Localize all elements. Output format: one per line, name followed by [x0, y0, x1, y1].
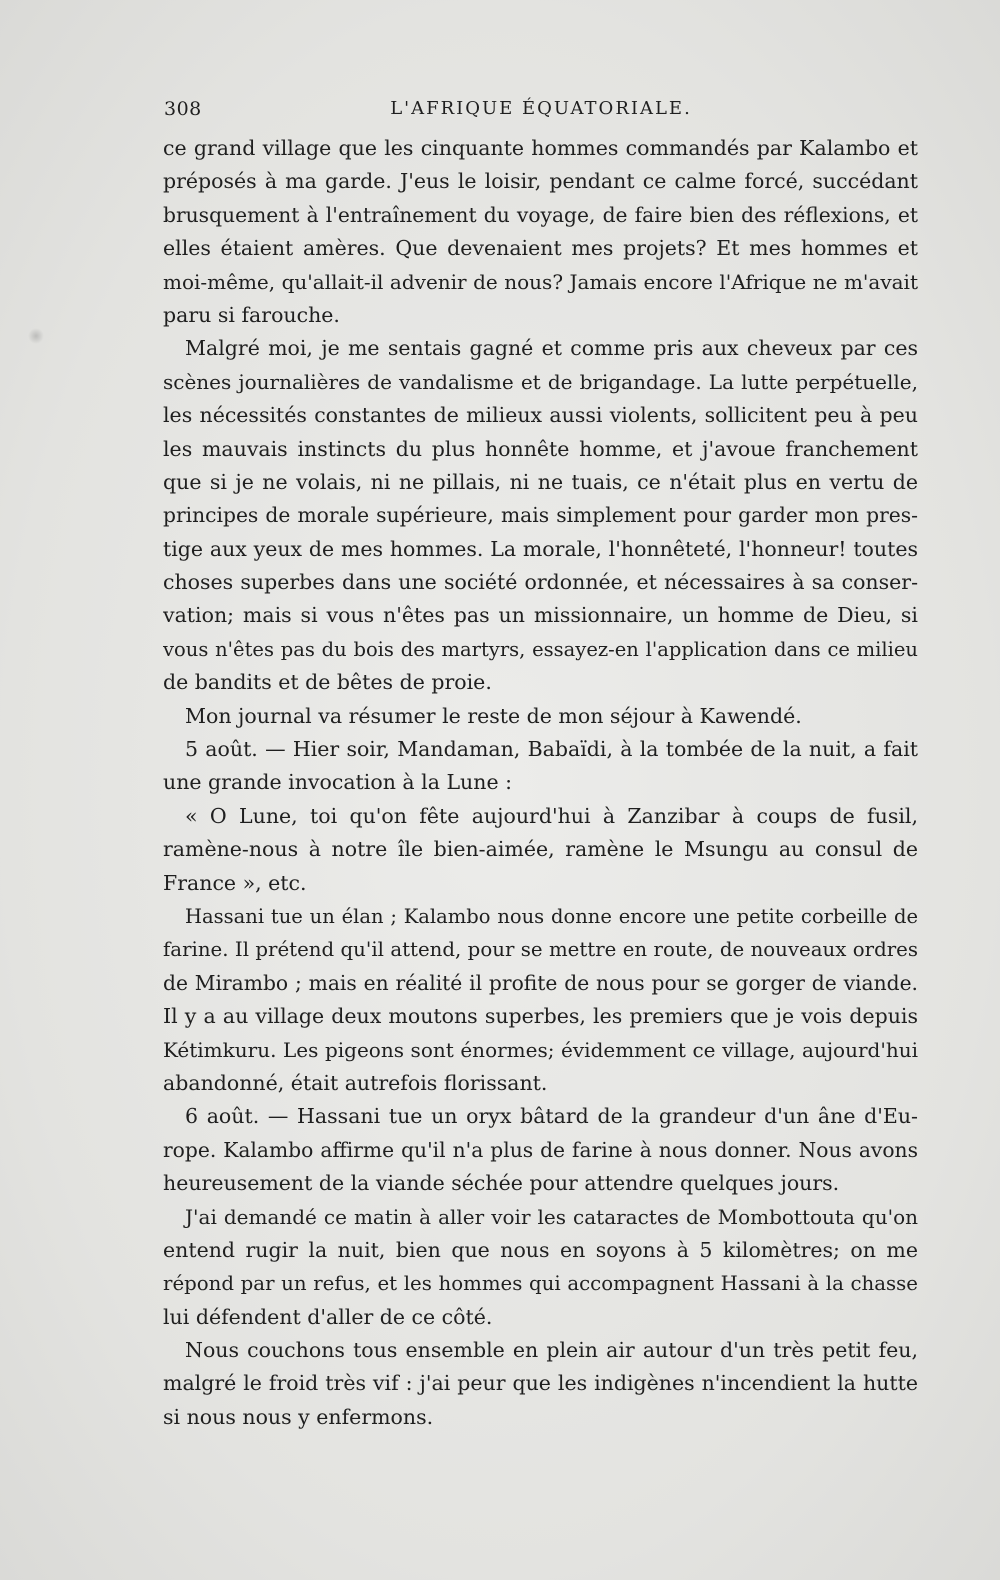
running-title: L'AFRIQUE ÉQUATORIALE. — [390, 98, 692, 119]
text-line: que si je ne volais, ni ne pillais, ni ne tuais, ce n'était plus en vertu de — [163, 469, 918, 494]
text-line: « O Lune, toi qu'on fête aujourd'hui à Zanzibar à coups de fusil, — [185, 803, 918, 828]
text-line: si nous nous y enfermons. — [163, 1404, 434, 1429]
text-line: Nous couchons tous ensemble en plein air autour d'un très petit feu, — [185, 1338, 918, 1363]
page-number: 308 — [164, 98, 202, 120]
text-line: les nécessités constantes de milieux aussi violents, sollicitent peu à peu — [163, 403, 918, 428]
text-line: heureusement de la viande séchée pour attendre quelques jours. — [163, 1171, 840, 1196]
text-line: Mon journal va résumer le reste de mon séjour à Kawendé. — [185, 703, 802, 728]
text-line: répond par un refus, et les hommes qui accompagnent Hassani à la chasse — [163, 1272, 918, 1296]
text-line: Malgré moi, je me sentais gagné et comme pris aux cheveux par ces — [185, 336, 918, 361]
text-line: vation; mais si vous n'êtes pas un missionnaire, un homme de Dieu, si — [163, 603, 918, 628]
ink-smudge — [28, 328, 44, 344]
text-line: de Mirambo ; mais en réalité il profite de nous pour se gorger de viande. — [163, 970, 918, 995]
text-line: farine. Il prétend qu'il attend, pour se mettre en route, de nouveaux ordres — [163, 938, 918, 962]
text-line: 5 août. — Hier soir, Mandaman, Babaïdi, à la tombée de la nuit, a fait — [185, 737, 918, 762]
text-line: une grande invocation à la Lune : — [163, 770, 513, 795]
text-line: ramène-nous à notre île bien-aimée, ramène le Msungu au consul de — [163, 837, 918, 862]
text-line: les mauvais instincts du plus honnête homme, et j'avoue franchement — [163, 436, 918, 461]
text-line: abandonné, était autrefois florissant. — [163, 1070, 548, 1095]
text-line: Kétimkuru. Les pigeons sont énormes; évidemment ce village, aujourd'hui — [163, 1037, 918, 1062]
text-line: scènes journalières de vandalisme et de brigandage. La lutte perpétuelle, — [163, 369, 918, 394]
text-line: J'ai demandé ce matin à aller voir les cataractes de Mombottouta qu'on — [185, 1204, 918, 1229]
text-line: Hassani tue un élan ; Kalambo nous donne encore une petite corbeille de — [185, 904, 918, 928]
text-line: de bandits et de bêtes de proie. — [163, 670, 492, 695]
text-line: rope. Kalambo affirme qu'il n'a plus de farine à nous donner. Nous avons — [163, 1137, 918, 1162]
running-head — [164, 98, 918, 124]
text-line: paru si farouche. — [163, 302, 340, 327]
text-line: choses superbes dans une société ordonnée, et nécessaires à sa conser- — [163, 570, 918, 595]
text-line: moi-même, qu'allait-il advenir de nous? Jamais encore l'Afrique ne m'avait — [163, 269, 918, 294]
text-line: tige aux yeux de mes hommes. La morale, l'honnêteté, l'honneur! toutes — [163, 536, 918, 561]
text-line: entend rugir la nuit, bien que nous en soyons à 5 kilomètres; on me — [163, 1237, 918, 1262]
text-line: 6 août. — Hassani tue un oryx bâtard de la grandeur d'un âne d'Eu- — [185, 1104, 918, 1129]
text-line: Il y a au village deux moutons superbes, les premiers que je vois depuis — [163, 1004, 918, 1029]
text-line: brusquement à l'entraînement du voyage, de faire bien des réflexions, et — [163, 202, 918, 227]
text-line: ce grand village que les cinquante hommes commandés par Kalambo et — [163, 136, 918, 160]
text-line: malgré le froid très vif : j'ai peur que les indigènes n'incendient la hutte — [163, 1371, 918, 1396]
body-text — [163, 132, 918, 1434]
text-line: principes de morale supérieure, mais simplement pour garder mon pres- — [163, 503, 918, 528]
text-line: France », etc. — [163, 870, 307, 895]
text-line: elles étaient amères. Que devenaient mes projets? Et mes hommes et — [163, 236, 918, 261]
text-line: préposés à ma garde. J'eus le loisir, pendant ce calme forcé, succédant — [163, 169, 918, 194]
text-line: vous n'êtes pas du bois des martyrs, essayez-en l'application dans ce milieu — [163, 637, 918, 661]
text-line: lui défendent d'aller de ce côté. — [163, 1304, 493, 1329]
